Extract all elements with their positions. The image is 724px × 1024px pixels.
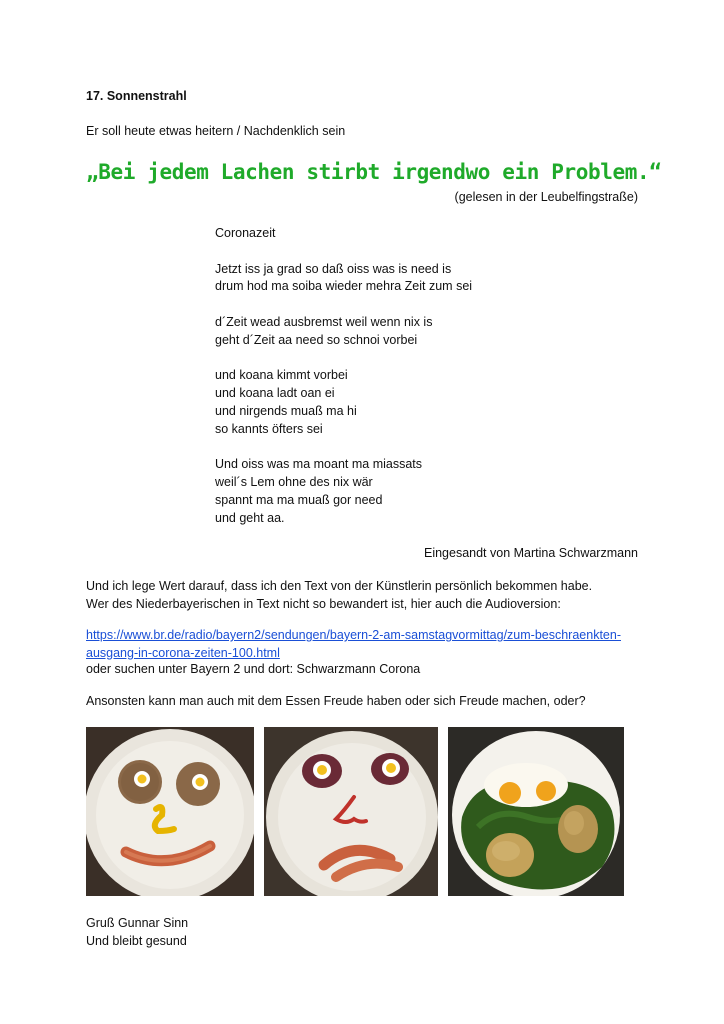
poem-line: und nirgends muaß ma hi (215, 403, 357, 418)
poem-line: und koana ladt oan ei (215, 386, 335, 401)
photo-smiling-plate (86, 727, 254, 896)
poem-title: Coronazeit (215, 226, 276, 240)
closing-line: Gruß Gunnar Sinn (86, 916, 189, 930)
paragraph-line: Wer des Niederbayerischen in Text nicht so bewandert ist, hier auch die Audioversion: (86, 596, 561, 611)
page-heading: 17. Sonnenstrahl (86, 89, 187, 103)
audio-link-line[interactable]: ausgang-in-corona-zeiten-100.html (86, 645, 280, 660)
intro-text: Er soll heute etwas heitern / Nachdenklich sein (86, 124, 346, 138)
poem-line: geht d´Zeit aa need so schnoi vorbei (215, 332, 418, 347)
poem-line: d´Zeit wead ausbremst weil wenn nix is (215, 314, 433, 329)
poem-line: Jetzt iss ja grad so daß oiss was is need is (215, 261, 452, 276)
audio-link[interactable] (86, 627, 621, 662)
spinach-plate-image (448, 727, 624, 896)
photo-spinach-plate (448, 727, 624, 896)
photo-sad-plate (264, 727, 438, 896)
poem-line: so kannts öfters sei (215, 421, 323, 436)
paragraph-audio-note (86, 578, 592, 613)
poem-line: Und oiss was ma moant ma miassats (215, 457, 423, 472)
search-hint: oder suchen unter Bayern 2 und dort: Schwarzmann Corona (86, 662, 421, 676)
poem-credit: Eingesandt von Martina Schwarzmann (423, 546, 638, 560)
quote: „Bei jedem Lachen stirbt irgendwo ein Problem.“ (86, 160, 662, 184)
audio-link-line[interactable]: https://www.br.de/radio/bayern2/sendungen/bayern-2-am-samstagvormittag/zum-beschraenkten- (86, 628, 621, 642)
poem (215, 225, 472, 528)
food-question: Ansonsten kann man auch mit dem Essen Freude haben oder sich Freude machen, oder? (86, 694, 586, 708)
closing-line: Und bleibt gesund (86, 933, 187, 948)
poem-line: drum hod ma soiba wieder mehra Zeit zum sei (215, 279, 473, 294)
paragraph-line: Und ich lege Wert darauf, dass ich den Text von der Künstlerin persönlich bekommen habe. (86, 579, 593, 593)
quote-source: (gelesen in der Leubelfingstraße) (454, 190, 638, 204)
smiling-plate-image (86, 727, 254, 896)
poem-line: weil´s Lem ohne des nix wär (215, 475, 373, 490)
poem-line: und koana kimmt vorbei (215, 368, 348, 383)
poem-line: und geht aa. (215, 510, 285, 525)
poem-line: spannt ma ma muaß gor need (215, 492, 383, 507)
sad-plate-image (264, 727, 438, 896)
closing (86, 915, 188, 950)
